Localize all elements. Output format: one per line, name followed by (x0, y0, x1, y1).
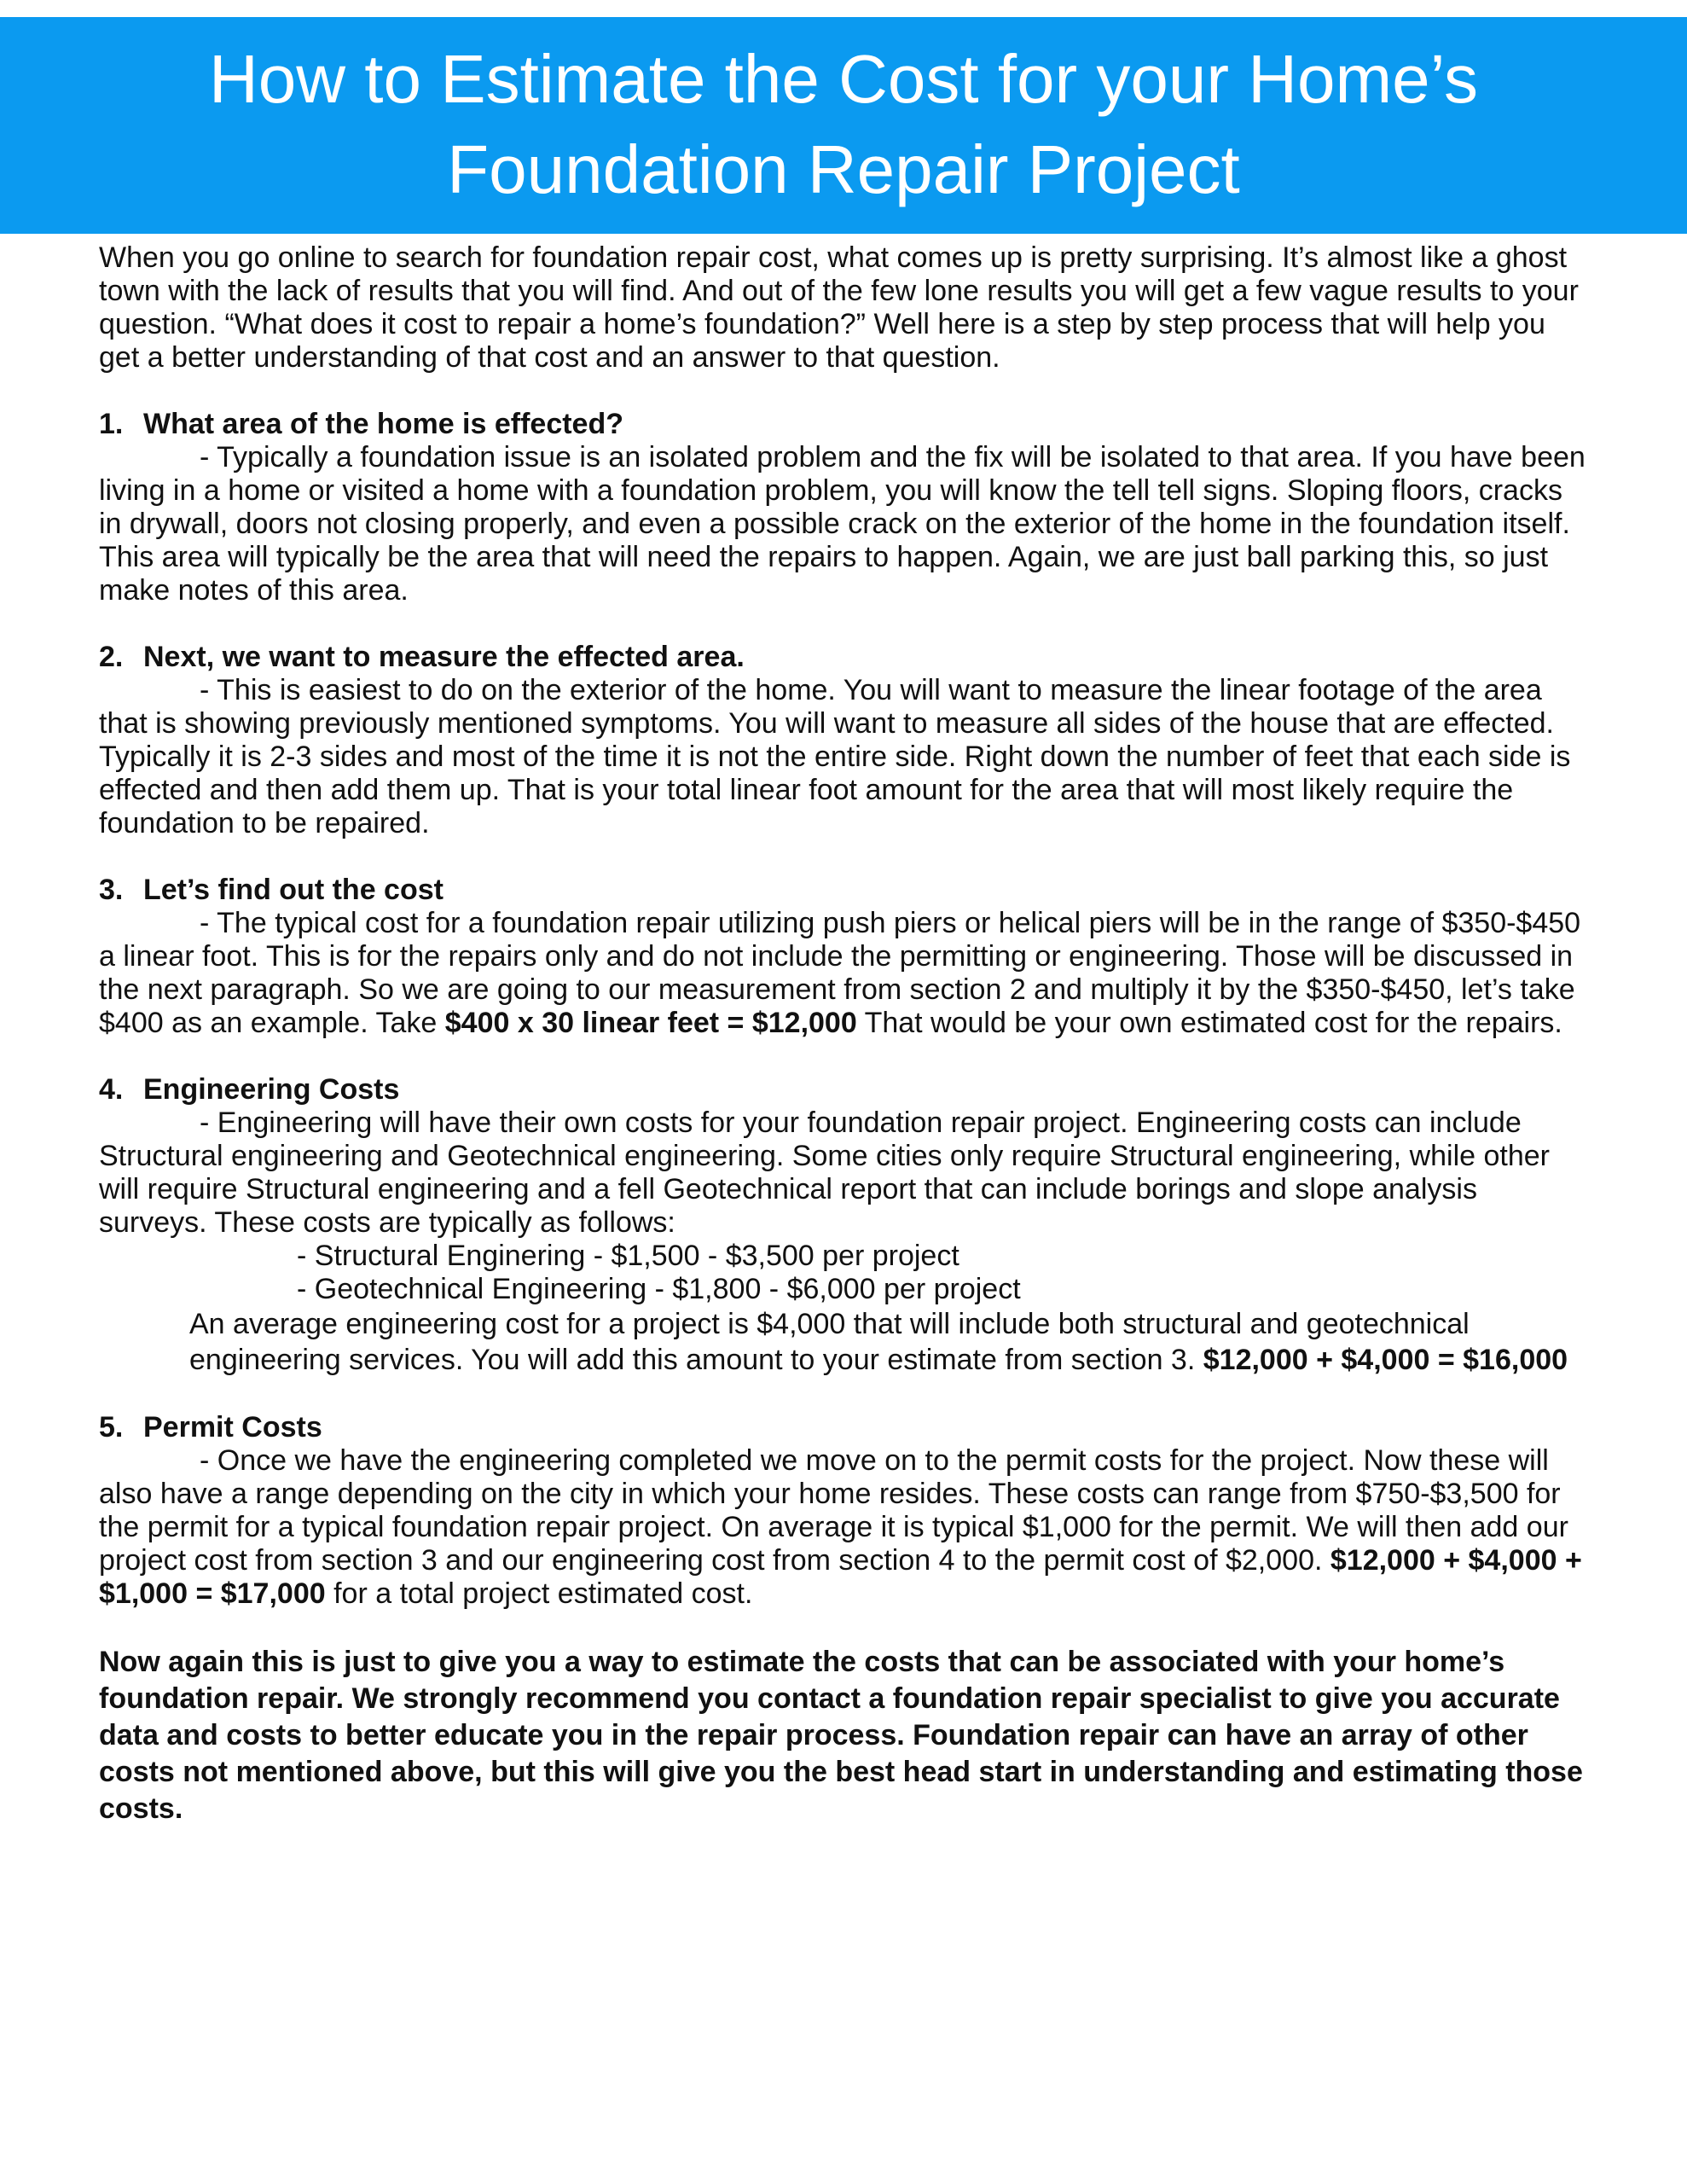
section-3-number: 3. (99, 874, 124, 906)
section-3-body-text: - The typical cost for a foundation repair utilizing push piers or helical piers will be in the range of $350-$450 a linear foot. This is for the repairs only and do not include the permitting or engineering. Those will be discussed in the next paragraph. So we are going to our measurement from section 2 and multiply it by the $350-$450, let’s take $400 as an example. Take (99, 907, 1581, 1039)
structural-cost-item: - Structural Enginering - $1,500 - $3,500 per project (297, 1240, 959, 1272)
section-4-average (99, 1306, 1591, 1378)
title-banner (0, 17, 1687, 234)
section-5-number: 5. (99, 1411, 124, 1443)
section-1-number: 1. (99, 408, 124, 440)
section-5-body-text: - Once we have the engineering completed we move on to the permit costs for the project. Now these will also have a range depending on the city in which your home resides. These costs can range from $750-$3,500 for the permit for a typical foundation repair project. On average it is typical $1,000 for the permit. We will then add our project cost from section 3 and our engineering cost from section 4 to the permit cost of $2,000. (99, 1444, 1568, 1577)
section-2-title: Next, we want to measure the effected area. (143, 641, 745, 673)
section-4-title: Engineering Costs (143, 1073, 400, 1106)
section-1-body: - Typically a foundation issue is an isolated problem and the fix will be isolated to that area. If you have been living in a home or visited a home with a foundation problem, you will know the tell tell signs. Sloping floors, cracks in drywall, doors not closing properly, and even a possible crack on the exterior of the home in the foundation itself. This area will typically be the area that will need the repairs to happen. Again, we are just ball parking this, so just make notes of this area. (99, 441, 1586, 607)
section-1-heading (99, 408, 1591, 441)
page-title-line-1: How to Estimate the Cost for your Home’s (209, 41, 1478, 117)
intro-paragraph: When you go online to search for foundation repair cost, what comes up is pretty surprising. It’s almost like a ghost town with the lack of results that you will find. And out of the few lone results you will get a few vague results to your question. “What does it cost to repair a home’s foundation?” Well here is a step by step process that will help you get a better understanding of that cost and an answer to that question. (99, 241, 1579, 374)
section-3-body (99, 907, 1591, 1040)
section-5-calculation: $12,000 + $4,000 + $1,000 = $17,000 (99, 1544, 1582, 1610)
section-4-calculation: $12,000 + $4,000 = $16,000 (1203, 1344, 1568, 1376)
section-3-calculation: $400 x 30 linear feet = $12,000 (444, 1007, 857, 1039)
section-5-title: Permit Costs (143, 1411, 322, 1443)
section-5 (99, 1411, 1591, 1611)
section-3-heading (99, 874, 1591, 907)
section-2-number: 2. (99, 641, 124, 673)
section-2-body: - This is easiest to do on the exterior of the home. You will want to measure the linear footage of the area that is showing previously mentioned symptoms. You will want to measure all sides of the house that are effected. Typically it is 2-3 sides and most of the time it is not the entire side. Right down the number of feet that each side is effected and then add them up. That is your total linear foot amount for the area that will most likely require the foundation to be repaired. (99, 674, 1571, 839)
section-4-number: 4. (99, 1073, 124, 1106)
page-title-line-2: Foundation Repair Project (447, 131, 1240, 207)
section-4-average-text: An average engineering cost for a project is $4,000 that will include both structural and geotechnical engineering services. You will add this amount to your estimate from section 3. (189, 1308, 1470, 1376)
closing-paragraph: Now again this is just to give you a way to estimate the costs that can be associated with your home’s foundation repair. We strongly recommend you contact a foundation repair specialist to give you accurate data and costs to better educate you in the repair process. Foundation repair can have an array of other costs not mentioned above, but this will give you the best head start in understanding and estimating those costs. (99, 1646, 1583, 1825)
section-5-body (99, 1444, 1591, 1611)
geotechnical-cost-item: - Geotechnical Engineering - $1,800 - $6,000 per project (297, 1273, 1021, 1305)
section-4-heading (99, 1073, 1591, 1107)
section-3-title: Let’s find out the cost (143, 874, 443, 906)
section-5-heading (99, 1411, 1591, 1444)
section-5-body-end: for a total project estimated cost. (325, 1577, 753, 1610)
section-4-body: - Engineering will have their own costs for your foundation repair project. Engineering costs can include Structural engineering and Geotechnical engineering. Some cities only require Structural engineering, while other will require Structural engineering and a fell Geotechnical report that can include borings and slope analysis surveys. These costs are typically as follows: (99, 1107, 1550, 1239)
article-body (99, 241, 1591, 1827)
section-2 (99, 641, 1591, 840)
section-3 (99, 874, 1591, 1040)
section-1-title: What area of the home is effected? (143, 408, 623, 440)
section-2-heading (99, 641, 1591, 674)
section-1 (99, 408, 1591, 607)
section-4 (99, 1073, 1591, 1378)
section-3-body-end: That would be your own estimated cost for the repairs. (856, 1007, 1562, 1039)
